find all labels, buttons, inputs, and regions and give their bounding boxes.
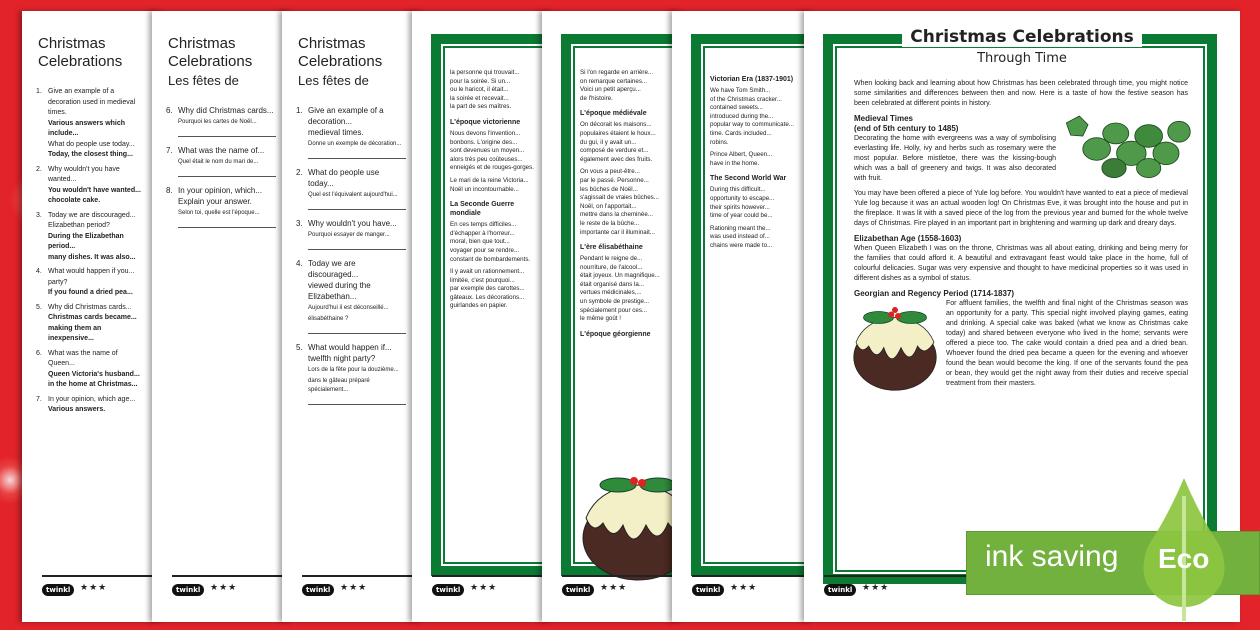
question-text: twelfth night party? xyxy=(308,354,376,363)
twinkl-logo: twinkl xyxy=(42,584,74,596)
page-subtitle: Les fêtes de xyxy=(168,73,239,88)
question-list xyxy=(166,101,276,236)
question-text: In your opinion, which age... xyxy=(48,395,136,403)
text-line: était joyeux. Un magnifique... xyxy=(580,272,660,280)
text-line: spécialement pour ces... xyxy=(580,306,648,314)
text-line: introduced during the... xyxy=(710,112,774,120)
text-line: la soirée et recevait... xyxy=(450,94,509,102)
question-number: 8. xyxy=(166,186,173,195)
question-text: Today we are discouraged... xyxy=(308,259,359,279)
question-text: What would happen if you... xyxy=(48,268,135,275)
question-text: What would happen if... xyxy=(308,343,392,352)
page-footer xyxy=(42,575,162,595)
twinkl-logo: twinkl xyxy=(172,584,204,596)
twinkl-logo: twinkl xyxy=(692,584,724,596)
text-line: guirlandes en papier. xyxy=(450,302,508,310)
question-text: times. xyxy=(48,109,67,116)
answer-text: Queen Victoria's husband... xyxy=(48,370,140,378)
answer-text: chocolate cake. xyxy=(48,197,101,204)
question-number: 1. xyxy=(36,88,42,95)
question-text: Elizabethan period? xyxy=(48,222,110,229)
text-line: un symbole de prestige... xyxy=(580,298,650,306)
paragraph xyxy=(450,130,538,173)
paragraph xyxy=(450,69,538,112)
rating-stars: ★★★ xyxy=(340,583,368,593)
rating-stars: ★★★ xyxy=(470,583,498,593)
text-line: contained sweets... xyxy=(710,104,763,112)
text-line: populaires étaient le houx... xyxy=(580,129,656,137)
text-line: have in the home. xyxy=(710,159,760,167)
paragraph xyxy=(710,151,798,168)
text-body xyxy=(580,69,668,342)
text-line: gâteaux. Les décorations... xyxy=(450,293,525,301)
text-line: on remarque certaines... xyxy=(580,77,648,85)
question xyxy=(36,87,146,108)
question-list xyxy=(296,101,406,413)
answer-text: Today, the closest thing... xyxy=(48,151,133,158)
question-text: In your opinion, which... xyxy=(178,186,263,195)
twinkl-logo: twinkl xyxy=(562,584,594,596)
question-text: What was the name of... xyxy=(178,146,265,155)
answer-line xyxy=(178,127,276,137)
answer-text: making them an inexpensive... xyxy=(48,324,102,342)
paragraph xyxy=(580,255,668,324)
section-heading: Victorian Era (1837-1901) xyxy=(710,76,794,83)
french-question-text: Lors de la fête pour la douzième... xyxy=(308,367,399,373)
rating-stars: ★★★ xyxy=(600,583,628,593)
french-question-text: Aujourd'hui il est déconseillé... xyxy=(308,305,389,311)
question-number: 7. xyxy=(166,146,173,155)
question-number: 2. xyxy=(36,165,42,173)
question-number: 3. xyxy=(296,219,303,228)
rating-stars: ★★★ xyxy=(862,583,890,593)
question-text: Today we are discouraged... xyxy=(48,211,136,219)
question xyxy=(36,303,146,314)
page-subtitle: Through Time xyxy=(977,51,1067,66)
answer-line xyxy=(308,200,406,210)
text-line: On décorait les maisons... xyxy=(580,121,652,129)
bilingual-question-page-2 xyxy=(152,11,292,622)
question-number: 6. xyxy=(166,106,173,115)
text-line: popular way to communicate... xyxy=(710,121,794,129)
section-text: Decorating the home with evergreens was a way of symbolising everlasting life. Holly, ivy and herbs such as rosemary were the most popular. Before mistletoe, there was the kissing-bough which was a ball of greenery and twigs. It was also decorated with fruit. xyxy=(854,135,1056,182)
paragraph xyxy=(710,225,798,251)
answer-text: During the Elizabethan period... xyxy=(48,232,124,250)
twinkl-logo: twinkl xyxy=(432,584,464,596)
page-footer xyxy=(172,575,292,595)
rating-stars: ★★★ xyxy=(80,583,108,593)
section-heading: Elizabethan Age (1558-1603) xyxy=(854,234,962,243)
text-line: their spirits however... xyxy=(710,203,770,211)
question-number: 3. xyxy=(36,211,42,219)
text-line: nourriture, de l'alcool... xyxy=(580,263,643,271)
question xyxy=(36,267,146,278)
question-number: 4. xyxy=(296,259,303,268)
text-line: of the Christmas cracker... xyxy=(710,95,782,103)
answer-list xyxy=(36,83,146,416)
question-number: 2. xyxy=(296,168,303,177)
text-line: On vous a peut-être... xyxy=(580,168,640,176)
text-line: pour la soirée. Si un... xyxy=(450,77,511,85)
english-text-page-2 xyxy=(672,11,812,622)
text-line: En ces temps difficiles... xyxy=(450,221,517,229)
answer-line xyxy=(178,218,276,228)
text-line: importante car il illuminait... xyxy=(580,228,655,236)
text-line: voyager pour se rendre... xyxy=(450,246,520,254)
answer-text: Various answers which include... xyxy=(48,119,126,137)
christmas-pudding-image xyxy=(850,301,940,391)
question-text: What do people use today... xyxy=(308,168,380,188)
text-line: alors très peu coûteuses... xyxy=(450,155,523,163)
text-body xyxy=(450,69,538,315)
french-text-page-1 xyxy=(542,11,682,622)
question-text: Why did Christmas cards... xyxy=(178,106,274,115)
question xyxy=(296,258,406,280)
answer-line xyxy=(308,149,406,159)
question xyxy=(36,349,146,370)
text-line: mettre dans la cheminée... xyxy=(580,211,653,219)
page-title: Christmas Celebrations xyxy=(38,35,123,70)
text-line: d'échapper à l'horreur... xyxy=(450,229,515,237)
question xyxy=(36,395,146,406)
text-line: Rationing meant the... xyxy=(710,224,771,232)
answer-line xyxy=(308,240,406,250)
rating-stars: ★★★ xyxy=(730,583,758,593)
question xyxy=(296,167,406,189)
text-line: était organisé dans la... xyxy=(580,280,644,288)
page-footer xyxy=(562,575,682,595)
christmas-pudding-image xyxy=(578,463,682,581)
text-line: vertues médicinales,... xyxy=(580,289,642,297)
section-text: For affluent families, the twelfth and final night of the Christmas season was an opportunity for a party. This special night involved playing games, eating and drinking. A special cake was baked (what we know as Christmas cake today) and shared between everyone who lived in the home; servants were offered a piece too. The cake would contain a dried pea and a dried bean. Whoever found the dried pea became a queen for the evening and whoever found the bean would become the king. If one of the servants found the pea or bean, they would get the night away from their duties and receive special treatment from their masters. xyxy=(946,300,1188,387)
text-line: Nous devons l'invention... xyxy=(450,129,521,137)
text-line: les bûches de Noël... xyxy=(580,185,638,193)
question-number: 4. xyxy=(36,268,42,275)
text-line: Il y avait un rationnement... xyxy=(450,268,525,276)
question-text: Give an example of a decoration used in medieval xyxy=(48,88,136,106)
text-line: la personne qui trouvait... xyxy=(450,69,520,76)
question-number: 6. xyxy=(36,349,42,357)
question-text: Why wouldn't you have... xyxy=(308,219,397,228)
twinkl-logo: twinkl xyxy=(824,584,856,596)
paragraph xyxy=(450,221,538,264)
answer-text: You wouldn't have wanted... xyxy=(48,186,141,194)
text-line: composé de verdure et... xyxy=(580,147,649,155)
text-line: s'agissait de vraies bûches... xyxy=(580,194,659,202)
section-heading: L'époque victorienne xyxy=(450,118,521,126)
answer-text: many dishes. It was also... xyxy=(48,253,136,261)
question xyxy=(296,218,406,229)
section-heading: L'époque médiévale xyxy=(580,110,647,118)
question-text: What was the name of Queen... xyxy=(48,349,118,367)
question-number: 1. xyxy=(296,106,303,115)
text-line: la part de ses maîtres. xyxy=(450,103,512,111)
paragraph xyxy=(710,186,798,220)
french-question-text: Donne un exemple de décoration... xyxy=(308,141,402,147)
text-line: le même goût ! xyxy=(580,315,621,323)
question xyxy=(36,165,146,186)
answer-text: in the home at Christmas... xyxy=(48,381,138,388)
text-line: Noël un incontournable... xyxy=(450,185,519,193)
text-body xyxy=(710,69,798,255)
text-line: moral, bien que tout... xyxy=(450,238,510,246)
text-line: Si l'on regarde en arrière... xyxy=(580,69,654,76)
text-line: du gui, il y avait un... xyxy=(580,138,637,146)
text-line: was used instead of... xyxy=(710,233,770,241)
section-text: You may have been offered a piece of Yule log before. You wouldn't have wanted to eat a piece of medieval Yule log because it was an actual wooden log! On Christmas Eve, it was brought into the house and put in the fireplace. It was lit with a saved piece of the log from the previous year and burned for the whole twelve days of Christmas. Fire played in an important part in brightening and warming up dark and dreary days. xyxy=(854,190,1188,227)
section-subheading: (end of 5th century to 1485) xyxy=(854,124,959,133)
text-line: During this difficult... xyxy=(710,186,766,194)
answer-sheet-page xyxy=(22,11,162,622)
text-line: time of year could be... xyxy=(710,212,773,220)
section-heading: La Seconde Guerre mondiale xyxy=(450,201,515,218)
paragraph xyxy=(580,168,668,237)
question-text: Why did Christmas cards... xyxy=(48,303,132,311)
text-line: par le passé. Personne... xyxy=(580,176,649,184)
text-line: constant de bombardements. xyxy=(450,255,531,263)
text-line: Prince Albert, Queen... xyxy=(710,151,773,159)
page-title: Christmas Celebrations xyxy=(168,35,253,70)
answer-text: Various answers. xyxy=(48,406,106,413)
section-heading: L'ère élisabéthaine xyxy=(580,244,643,252)
french-question-text: Pourquoi essayer de manger... xyxy=(308,232,390,238)
text-line: Voici un petit aperçu... xyxy=(580,86,641,94)
paragraph xyxy=(450,177,538,194)
page-subtitle: Les fêtes de xyxy=(298,73,369,88)
text-line: par exemple des carottes... xyxy=(450,285,525,293)
intro-paragraph: When looking back and learning about how Christmas has been celebrated through time, you might notice some similarities and differences between then and now. Here is a taste of how the festive season has been celebrated at different points in history. xyxy=(854,80,1188,107)
section-heading: Medieval Times xyxy=(854,114,913,123)
section-heading: The Second World War xyxy=(710,175,787,183)
question xyxy=(166,185,276,196)
text-line: Noël, on l'apportait... xyxy=(580,202,637,210)
question-text: medieval times. xyxy=(308,128,364,137)
question-text: Why wouldn't you have wanted... xyxy=(48,165,120,183)
question xyxy=(296,342,406,353)
text-line: sont devenues un moyen... xyxy=(450,147,525,155)
text-line: de l'histoire. xyxy=(580,94,613,102)
french-question-text: Quel est l'équivalent aujourd'hui... xyxy=(308,192,398,198)
question-text: Explain your answer. xyxy=(178,197,252,206)
question-number: 7. xyxy=(36,395,42,403)
text-line: Le mari de la reine Victoria... xyxy=(450,176,529,184)
answer-line xyxy=(308,395,406,405)
page-title: Christmas Celebrations xyxy=(298,35,383,70)
text-line: également avec des fruits. xyxy=(580,155,653,163)
page-footer xyxy=(692,575,812,595)
question-number: 5. xyxy=(296,343,303,352)
french-question-text: dans le gâteau préparé spécialement... xyxy=(308,378,370,393)
question xyxy=(296,105,406,127)
text-line: le reste de la bûche... xyxy=(580,219,640,227)
french-question-text: Selon toi, quelle est l'époque... xyxy=(178,210,260,216)
question xyxy=(36,211,146,222)
text-line: Pendant le reigne de... xyxy=(580,255,643,263)
text-line: robins. xyxy=(710,138,729,146)
page-footer xyxy=(432,575,552,595)
text-line: chains were made to... xyxy=(710,241,773,249)
question xyxy=(166,105,276,116)
french-question-text: Pourquoi les cartes de Noël... xyxy=(178,119,257,125)
question-text: Give an example of a decoration... xyxy=(308,106,384,126)
question-text: What do people use today... xyxy=(48,140,135,148)
eco-label: Eco xyxy=(1158,543,1210,574)
answer-line xyxy=(178,167,276,177)
answer-text: If you found a dried pea... xyxy=(48,289,133,296)
text-body xyxy=(854,79,1188,394)
twinkl-logo: twinkl xyxy=(302,584,334,596)
text-line: limitée, c'est pourquoi... xyxy=(450,276,515,284)
text-line: time. Cards included... xyxy=(710,129,772,137)
paragraph xyxy=(450,268,538,311)
text-line: enneigés et de rouges-gorges. xyxy=(450,164,534,172)
rating-stars: ★★★ xyxy=(210,583,238,593)
text-line: bonbons. L'origine des... xyxy=(450,138,518,146)
question-number: 5. xyxy=(36,303,42,311)
bilingual-question-page-1 xyxy=(282,11,422,622)
ivy-image xyxy=(1062,114,1192,184)
section-heading: Georgian and Regency Period (1714-1837) xyxy=(854,289,1015,298)
question-text: party? xyxy=(48,278,68,286)
page-footer xyxy=(302,575,422,595)
french-question-text: élisabéthaine ? xyxy=(308,316,349,322)
section-text: When Queen Elizabeth I was on the throne, Christmas was all about eating, drinking and being merry for the families that could afford it. A beautiful and extravagant feast would take place in the home, full of colourful delicacies. Sugar was very expensive and thought to have medicinal properties so it was used in different dishes as a symbol of status. xyxy=(854,245,1188,282)
text-line: We have Tom Smith... xyxy=(710,87,771,94)
text-line: opportunity to escape... xyxy=(710,194,775,202)
page-title: Christmas Celebrations xyxy=(902,27,1142,47)
french-question-text: Quel était le nom du mari de... xyxy=(178,159,259,165)
answer-text: Christmas cards became... xyxy=(48,314,137,321)
paragraph xyxy=(580,121,668,164)
paragraph xyxy=(580,69,668,103)
answer-line xyxy=(308,324,406,334)
section-heading: L'époque géorgienne xyxy=(580,330,651,338)
text-line: ou le haricot, il était... xyxy=(450,86,509,94)
question-text: viewed during the Elizabethan... xyxy=(308,281,371,301)
paragraph xyxy=(710,87,798,147)
question xyxy=(166,145,276,156)
french-text-page-2 xyxy=(412,11,552,622)
page-title-wrap xyxy=(804,27,1240,47)
ink-saving-label: ink saving xyxy=(985,540,1119,573)
